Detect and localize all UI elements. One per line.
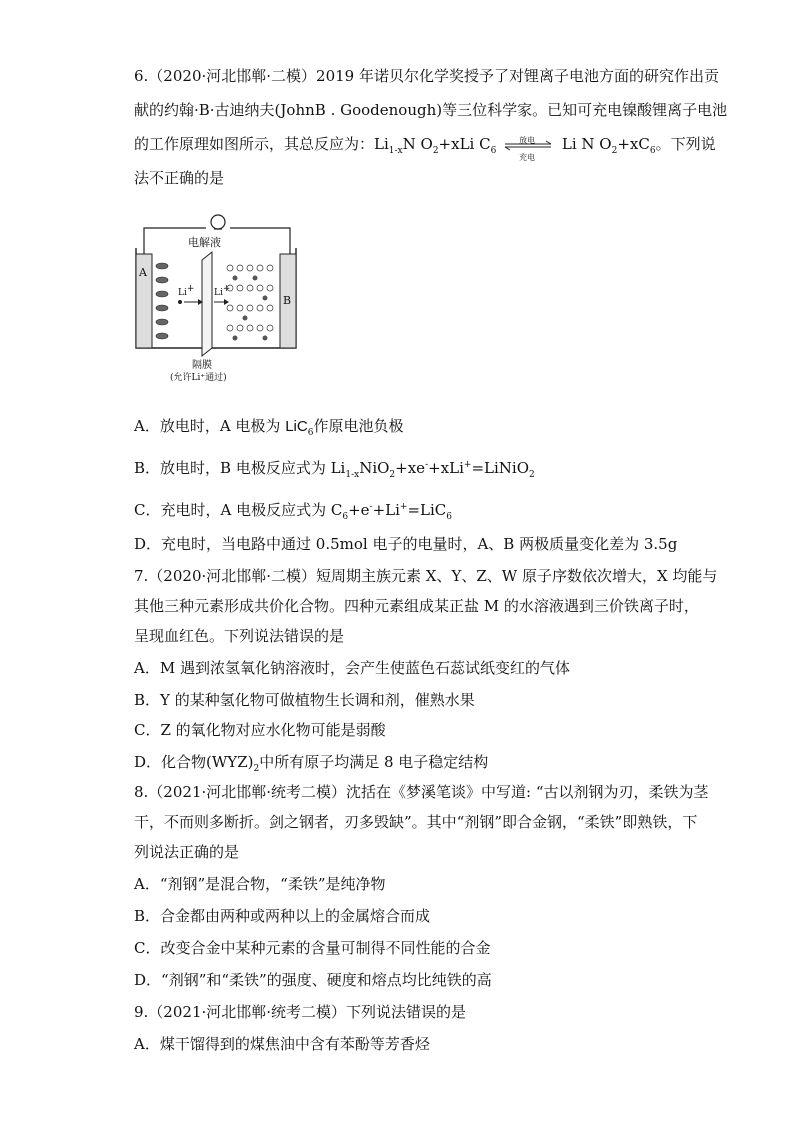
battery-diagram [126,208,306,386]
q6-sub: 1-x [388,146,403,156]
q7-stem-line-3: 呈现血红色。下列说法错误的是 [134,627,345,645]
q6-text: +e [348,501,370,519]
q6-option-a [134,416,403,437]
label-electrolyte: 电解液 [188,236,221,249]
q7-text: D．化合物(WYZ) [134,753,254,771]
q6-text: 的工作原理如图所示，其总反应为：Li [134,135,389,153]
q9-option-a: A．煤干馏得到的煤焦油中含有苯酚等芳香烃 [134,1035,430,1053]
q6-sub: 6 [446,512,452,522]
q7-stem-line-1: 7.（2020·河北邯郸·二模）短周期主族元素 X、Y、Z、W 原子序数依次增大，X 均能与 [134,567,718,585]
q6-sub: 2 [432,146,439,156]
q7-option-c: C．Z 的氧化物对应水化物可能是弱酸 [134,721,386,739]
reaction-arrow [501,135,557,162]
q8-stem-line-1: 8.（2021·河北邯郸·统考二模）沈括在《梦溪笔谈》中写道: “古以剂钢为刃，柔铁为茎 [134,783,709,801]
q6-text: =LiNiO [471,459,529,477]
q6-text: +xe [395,459,426,477]
q6-stem-line-4: 法不正确的是 [134,169,225,187]
q8-option-a: A．“剂钢”是混合物，“柔铁”是纯净物 [134,875,386,893]
q7-option-b: B．Y 的某种氢化物可做植物生长调和剂，催熟水果 [134,691,475,709]
label-separator-note: (允许Li⁺通过) [170,373,227,383]
q6-option-b [134,458,535,478]
q6-stem-line-1: 6.（2020·河北邯郸·二模）2019 年诺贝尔化学奖授予了对锂离子电池方面的研究作出贡 [134,67,719,85]
arrow-label-charge: 充电 [519,153,536,162]
q8-option-d: D．“剂钢”和“柔铁”的强度、硬度和熔点均比纯铁的高 [134,971,492,989]
label-li-ion-right: Li+ [214,284,231,298]
q6-text: +xLi C [438,135,491,153]
q9-stem-line-1: 9.（2021·河北邯郸·统考二模）下列说法错误的是 [134,1003,467,1021]
q6-text: 作原电池负极 [313,417,404,435]
q6-sub: 6 [490,146,497,156]
q7-stem-line-2: 其他三种元素形成共价化合物。四种元素组成某正盐 M 的水溶液遇到三价铁离子时， [134,597,699,615]
q7-option-a: A．M 遇到浓氢氧化钠溶液时，会产生使蓝色石蕊试纸变红的气体 [134,659,570,677]
q6-sub: 1-x [345,470,360,480]
q6-sup: - [425,460,429,470]
q6-stem-line-3 [134,134,716,162]
separator-membrane [202,252,212,356]
q6-text: NiO [359,459,390,477]
q6-text: 。下列说 [655,135,716,153]
q6-sub: 6 [649,146,656,156]
q8-stem-line-3: 列说法正确的是 [134,843,240,861]
q6-sub: 2 [389,470,396,480]
q6-text: +Li [372,501,400,519]
q6-sup: + [399,502,408,512]
q8-option-c: C．改变合金中某种元素的含量可制得不同性能的合金 [134,939,491,957]
arrow-label-discharge: 放电 [519,136,536,145]
q6-sub: 6 [307,428,314,438]
q7-sub: 2 [253,764,260,774]
q6-text: Li N O [561,135,612,153]
q6-sub: 6 [342,512,349,522]
q6-sup: + [463,460,472,470]
q6-sub: 2 [611,146,618,156]
q6-sup: - [369,502,373,512]
q6-option-c [134,500,452,520]
q6-text: +xLi [428,459,464,477]
q6-text: +xC [617,135,650,153]
q6-stem-line-2: 献的约翰·B·古迪纳夫(JohnB . Goodenough)等三位科学家。已知可充电镍酸锂离子电池 [134,101,728,119]
label-electrode-b: B [283,294,292,307]
q6-text: A．放电时，A 电极为 [134,417,286,435]
q6-text: LiC [285,418,308,435]
q7-text: 中所有原子均满足 8 电子稳定结构 [259,753,489,771]
q6-text: =LiC [407,501,447,519]
q6-text: C．充电时，A 电极反应式为 C [134,501,343,519]
q7-option-d [134,752,488,772]
q6-sub: 2 [529,470,535,480]
bulb-icon [211,215,225,229]
q8-option-b: B．合金都由两种或两种以上的金属熔合而成 [134,907,431,925]
q6-text: B．放电时，B 电极反应式为 Li [134,459,346,477]
q6-text: N O [402,135,433,153]
q8-stem-line-2: 干，不而则多断折。剑之钢者，刃多毁缺”。其中“剂钢”即合金钢，“柔铁”即熟铁，下 [134,813,698,831]
label-separator: 隔膜 [192,360,212,371]
label-electrode-a: A [139,266,147,279]
label-li-ion-left: Li+ [178,284,195,298]
q6-option-d: D．充电时，当电路中通过 0.5mol 电子的电量时，A、B 两极质量变化差为 3.5g [134,535,678,553]
